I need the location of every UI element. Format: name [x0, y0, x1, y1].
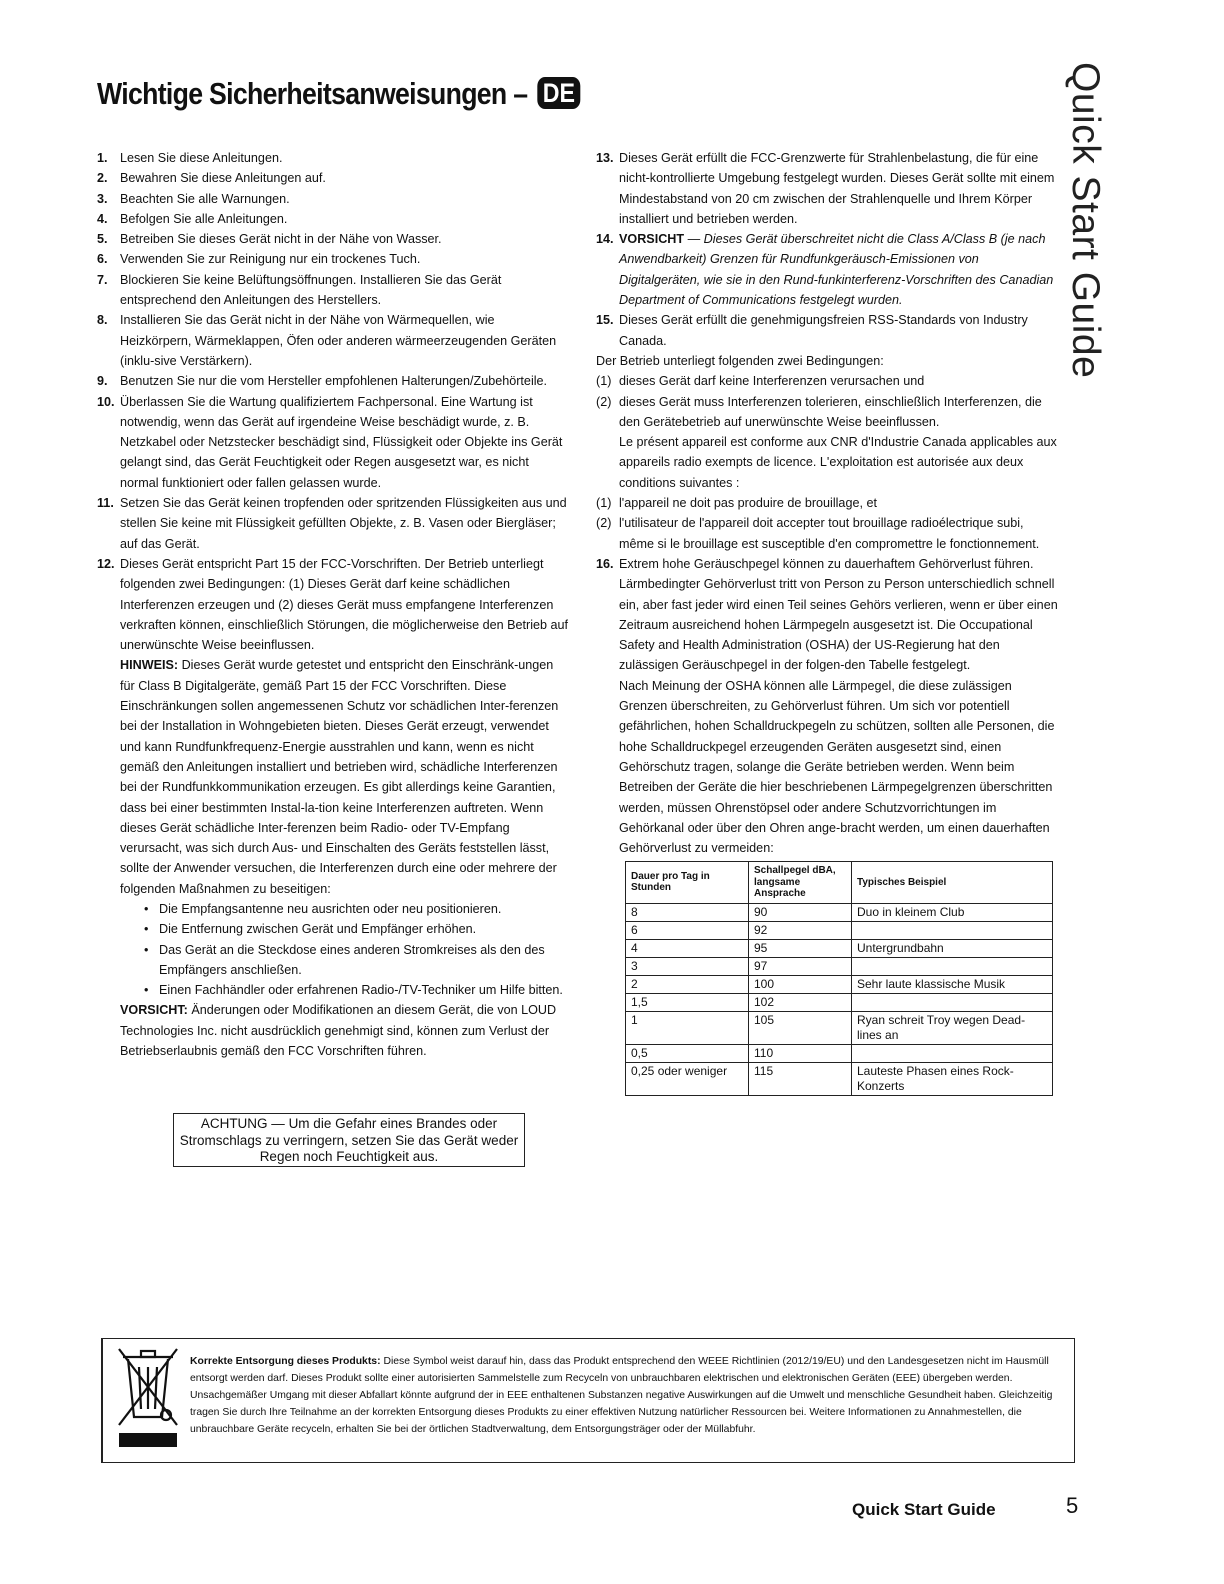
page-title-text: Wichtige Sicherheitsanweisungen – — [97, 76, 528, 111]
table-cell: 0,5 — [626, 1044, 749, 1062]
condition-text: dieses Gerät muss Interferenzen tolerieren, einschließlich Interferenzen, die den Gerätebetrieb auf unerwünschte Weise beeinflussen. — [619, 394, 1042, 429]
page-number: 5 — [1066, 1493, 1079, 1518]
instruction-item — [97, 270, 569, 311]
table-row — [626, 993, 1053, 1011]
table-cell: 0,25 oder weniger — [626, 1062, 749, 1095]
condition-item — [596, 371, 1058, 391]
item-text: Lesen Sie diese Anleitungen. — [120, 151, 283, 165]
weee-description: Diese Symbol weist darauf hin, dass das Produkt entsprechend den WEEE Richtlinien (2012/19/EU) und den Landesgesetzen nicht im Hausmüll entsorgt werden darf. Dieses Produkt sollte einer autorisierten Sammelstelle zum Recyceln von unbrauchbaren elektrischen und elektronischen Geräten (EEE) übergeben werden. Unsachgemäßer Umgang mit dieser Abfallart könnte aufgrund der in EEE enthaltenen Substanzen negative Auswirkungen auf die Umwelt und menschliche Gesundheit haben. Gleichzeitig tragen Sie durch Ihre Teilnahme an der korrekten Entsorgung dieses Produkts zu einer effektiven Nutzung natürlicher Ressourcen bei. Weitere Informationen zu Annahmestellen, die unbrauchbare Geräte recyceln, erhalten Sie bei der örtlichen Stadtverwaltung, dem Entsorgungsträger oder der Müllabfuhr. — [190, 1356, 1053, 1435]
instruction-item — [97, 554, 569, 655]
item-text: Bewahren Sie diese Anleitungen auf. — [120, 171, 326, 186]
footer-guide-label: Quick Start Guide — [852, 1500, 996, 1519]
item-text: Beachten Sie alle Warnungen. — [120, 191, 290, 206]
table-row — [626, 921, 1053, 939]
instruction-item — [97, 168, 569, 188]
table-header-row — [626, 862, 1053, 904]
item-text: Überlassen Sie die Wartung qualifiziertem Fachpersonal. Eine Wartung ist notwendig, wenn das Gerät auf irgendeine Weise beschädigt wurde, z. B. Netzkabel oder Netzstecker beschädigt sind, Flüssigkeit oder Objekte ins Gerät gelangt sind, das Gerät Feuchtigkeit oder Regen ausgesetzt war, es nicht normal funktioniert oder fallen gelassen wurde. — [120, 394, 563, 490]
item-number: 15. — [596, 313, 614, 328]
table-row — [626, 939, 1053, 957]
instruction-item — [97, 249, 569, 269]
table-cell: 102 — [749, 993, 852, 1011]
instruction-item — [97, 189, 569, 209]
table-cell — [852, 921, 1053, 939]
item-number: 10. — [97, 394, 115, 409]
condition-item — [596, 513, 1058, 554]
table-cell: Ryan schreit Troy wegen Dead-lines an — [852, 1011, 1053, 1044]
item-number: 5. — [97, 232, 108, 247]
table-cell: 2 — [626, 975, 749, 993]
item-text: Befolgen Sie alle Anleitungen. — [120, 211, 288, 226]
instruction-list — [97, 148, 569, 655]
item-text: Benutzen Sie nur die vom Hersteller empfohlenen Halterungen/Zubehörteile. — [120, 374, 548, 389]
condition-item — [596, 392, 1058, 433]
table-cell: 110 — [749, 1044, 852, 1062]
list-item: • Die Entfernung zwischen Gerät und Empfänger erhöhen. — [144, 919, 569, 939]
item-text: Extrem hohe Geräuschpegel können zu dauerhaftem Gehörverlust führen. Lärmbedingter Gehörverlust tritt von Person zu Person unterschiedlich schnell ein, aber fast jeder wird einen Teil seines Gehörs verlieren, wenn er über einen Zeitraum ausreichend hohen Lärmpegeln ausgesetzt ist. Die Occupational Safety and Health Administration (OSHA) der US-Regierung hat den zulässigen Geräuschpegel in der folgen-den Tabelle festgelegt. — [619, 556, 1058, 673]
item-number: 4. — [97, 211, 108, 226]
table-cell: 4 — [626, 939, 749, 957]
item-text: Dieses Gerät erfüllt die genehmigungsfreien RSS-Standards von Industry Canada. — [619, 313, 1028, 348]
table-cell: 1 — [626, 1011, 749, 1044]
table-cell — [852, 957, 1053, 975]
french-intro: Le présent appareil est conforme aux CNR d'Industrie Canada applicables aux appareils radio exempts de licence. L'exploitation est autorisée aux deux conditions suivantes : — [619, 435, 1057, 490]
table-cell: 95 — [749, 939, 852, 957]
table-cell: Duo in kleinem Club — [852, 903, 1053, 921]
table-cell: Untergrundbahn — [852, 939, 1053, 957]
table-cell: 115 — [749, 1062, 852, 1095]
item-number: 16. — [596, 556, 614, 571]
item-number: 7. — [97, 272, 108, 287]
weee-text — [190, 1353, 1065, 1438]
item-text: Setzen Sie das Gerät keinen tropfenden oder spritzenden Flüssigkeiten aus und stellen Sie keine mit Flüssigkeit gefüllten Objekte, z. B. Vasen oder Biergläser; auf das Gerät. — [120, 496, 567, 551]
list-item: • Einen Fachhändler oder erfahrenen Radio-/TV-Techniker um Hilfe bitten. — [144, 980, 569, 1000]
table-cell: 97 — [749, 957, 852, 975]
instruction-item-16 — [596, 554, 1058, 858]
table-cell: 3 — [626, 957, 749, 975]
condition-text: l'utilisateur de l'appareil doit accepter tout brouillage radioélectrique subi, même si le brouillage est susceptible d'en compromettre le fonctionnement. — [619, 516, 1040, 551]
item-number: 8. — [97, 313, 108, 328]
item-text: Betreiben Sie dieses Gerät nicht in der Nähe von Wasser. — [120, 232, 442, 247]
item-number: 6. — [97, 252, 108, 267]
table-row — [626, 1011, 1053, 1044]
crossed-out-bin-icon — [117, 1347, 179, 1451]
column-header: Typisches Beispiel — [852, 862, 1053, 904]
instruction-item — [97, 493, 569, 554]
item-text: Dieses Gerät überschreitet nicht die Class A/Class B (je nach Anwendbarkeit) Grenzen für Rundfunkgeräusch-Emissionen von Digitalgeräten, wie sie in den Rund-funkinterferenz-Vorschriften des Canadian Department of Communications festgelegt wurden. — [619, 232, 1054, 308]
vorsicht-text: Änderungen oder Modifikationen an diesem Gerät, die von LOUD Technologies Inc. nicht ausdrücklich genehmigt sind, können zum Verlust der Betriebserlaubnis gemäß den FCC Vorschriften führen. — [120, 1003, 557, 1059]
table-body — [626, 903, 1053, 1095]
interference-measures — [120, 899, 569, 1000]
item-number: 2. — [97, 171, 108, 186]
item-text: Blockieren Sie keine Belüftungsöffnungen. Installieren Sie das Gerät entsprechend den Anleitungen des Herstellers. — [120, 272, 502, 308]
fire-warning-box: ACHTUNG — Um die Gefahr eines Brandes oder Stromschlags zu verringern, setzen Sie das Gerät weder Regen noch Feuchtigkeit aus. — [173, 1113, 525, 1167]
table-cell: 1,5 — [626, 993, 749, 1011]
item-number: 14. — [596, 232, 614, 247]
page-title — [97, 76, 580, 112]
item-text: Dieses Gerät entspricht Part 15 der FCC-Vorschriften. Der Betrieb unterliegt folgenden zwei Bedingungen: (1) Dieses Gerät darf keine schädlichen Interferenzen erzeugen und (2) dieses Gerät muss empfangene Interferenzen verkraften können, einschließlich Störungen, die möglicherweise den Betrieb auf unerwünschte Weise beeinflussen. — [120, 556, 569, 653]
table-cell: 105 — [749, 1011, 852, 1044]
table-cell: Lauteste Phasen eines Rock-Konzerts — [852, 1062, 1053, 1095]
table-cell — [852, 1044, 1053, 1062]
hinweis-label: HINWEIS: — [120, 658, 179, 673]
table-row — [626, 957, 1053, 975]
noise-level-table — [625, 861, 1053, 1096]
instruction-item — [97, 148, 569, 168]
weee-label: Korrekte Entsorgung dieses Produkts: — [190, 1356, 381, 1367]
weee-disposal-notice — [101, 1338, 1075, 1463]
instruction-item — [97, 392, 569, 493]
condition-label: (1) — [596, 374, 612, 389]
vorsicht-paragraph — [120, 1000, 569, 1061]
hinweis-text: Dieses Gerät wurde getestet und entspricht den Einschränk-ungen für Class B Digitalgeräte, gemäß Part 15 der FCC Vorschriften. Diese Einschränkungen sollen angemessenen Schutz vor schädlichen Inter-ferenzen bei der Installation in Wohngebieten bieten. Dieses Gerät erzeugt, verwendet und kann Rundfunkfrequenz-Energie ausstrahlen und kann, wenn es nicht gemäß den Anleitungen installiert und betrieben wird, schädliche Interferenzen bei der Rundfunkkommunikation erzeugen. Es gibt allerdings keine Garantien, dass bei einer bestimmten Instal-la-tion keine Interferenzen auftreten. Wenn dieses Gerät schädliche Inter-ferenzen beim Radio- oder TV-Empfang verursacht, was sich durch Aus- und Einschalten des Geräts feststellen lässt, sollte der Anwender versuchen, die Interferenzen durch eine oder mehrere der folgenden Maßnahmen zu beseitigen: — [120, 658, 559, 896]
instruction-item — [97, 371, 569, 391]
table-cell: 6 — [626, 921, 749, 939]
vorsicht-label: VORSICHT — [619, 232, 685, 247]
table-cell: Sehr laute klassische Musik — [852, 975, 1053, 993]
condition-label: (2) — [596, 394, 612, 409]
instruction-item-13 — [596, 148, 1058, 229]
column-header: Schallpegel dBA, langsame Ansprache — [749, 862, 852, 904]
instruction-item — [97, 209, 569, 229]
item-number: 11. — [97, 496, 114, 511]
item-number: 13. — [596, 151, 614, 165]
table-cell: 90 — [749, 903, 852, 921]
condition-item — [596, 493, 1058, 513]
side-section-title: Quick Start Guide — [1064, 62, 1107, 379]
item-text: Verwenden Sie zur Reinigung nur ein trockenes Tuch. — [120, 252, 421, 267]
condition-text: dieses Gerät darf keine Interferenzen verursachen und — [619, 374, 925, 389]
list-item: • Das Gerät an die Steckdose eines anderen Stromkreises als den des Empfängers anschließen. — [144, 940, 569, 981]
item-text: Dieses Gerät erfüllt die FCC-Grenzwerte für Strahlenbelastung, die für eine nicht-kontrollierte Umgebung festgelegt wurden. Dieses Gerät sollte mit einem Mindestabstand von 20 cm zwischen der Strahlenquelle und Ihrem Körper installiert und betrieben werden. — [619, 151, 1055, 226]
item-number: 1. — [97, 151, 108, 165]
table-cell: 100 — [749, 975, 852, 993]
table-row — [626, 1062, 1053, 1095]
instruction-item — [97, 310, 569, 371]
table-cell: 8 — [626, 903, 749, 921]
condition-label: (2) — [596, 516, 612, 531]
condition-text: l'appareil ne doit pas produire de brouillage, et — [619, 496, 877, 511]
list-item: • Die Empfangsantenne neu ausrichten oder neu positionieren. — [144, 899, 569, 919]
hinweis-paragraph — [120, 655, 569, 899]
table-row — [626, 975, 1053, 993]
language-badge: DE — [538, 77, 581, 109]
item-number: 9. — [97, 374, 108, 389]
item-number: 12. — [97, 556, 115, 571]
item-number: 3. — [97, 191, 108, 206]
right-column — [596, 148, 1058, 858]
instruction-item-14 — [596, 229, 1058, 310]
table-cell — [852, 993, 1053, 1011]
table-row — [626, 903, 1053, 921]
conditions-intro: Der Betrieb unterliegt folgenden zwei Bedingungen: — [596, 353, 884, 368]
instruction-item-15 — [596, 310, 1058, 351]
column-header: Dauer pro Tag in Stunden — [626, 862, 749, 904]
dash-separator: — — [684, 232, 704, 247]
item-text: Installieren Sie das Gerät nicht in der Nähe von Wärmequellen, wie Heizkörpern, Wärmeklappen, Öfen oder anderen wärmeerzeugenden Geräten (inklu-sive Verstärkern). — [120, 313, 557, 368]
condition-label: (1) — [596, 496, 612, 511]
left-column — [97, 148, 569, 1061]
vorsicht-label: VORSICHT: — [120, 1003, 188, 1018]
instruction-item — [97, 229, 569, 249]
table-row — [626, 1044, 1053, 1062]
hinweis-block — [97, 655, 569, 1061]
table-cell: 92 — [749, 921, 852, 939]
item-text-continued: Nach Meinung der OSHA können alle Lärmpegel, die diese zulässigen Grenzen überschreiten, zu Gehörverlust führen. Um sich vor potentiell gefährlichen, hohen Schalldruckpegeln zu schützen, sollten alle Personen, die hohe Schalldruckpegel erzeugenden Geräten ausgesetzt sind, einen Gehörschutz tragen, solange die Geräte betrieben werden. Wenn beim Betreiben der Geräte die hier beschriebenen Lärmpegelgrenzen überschritten werden, müssen Ohrenstöpsel oder andere Schutzvorrichtungen im Gehörkanal oder über den Ohren ange-bracht werden, um einen dauerhaften Gehörverlust zu vermeiden: — [619, 678, 1055, 856]
